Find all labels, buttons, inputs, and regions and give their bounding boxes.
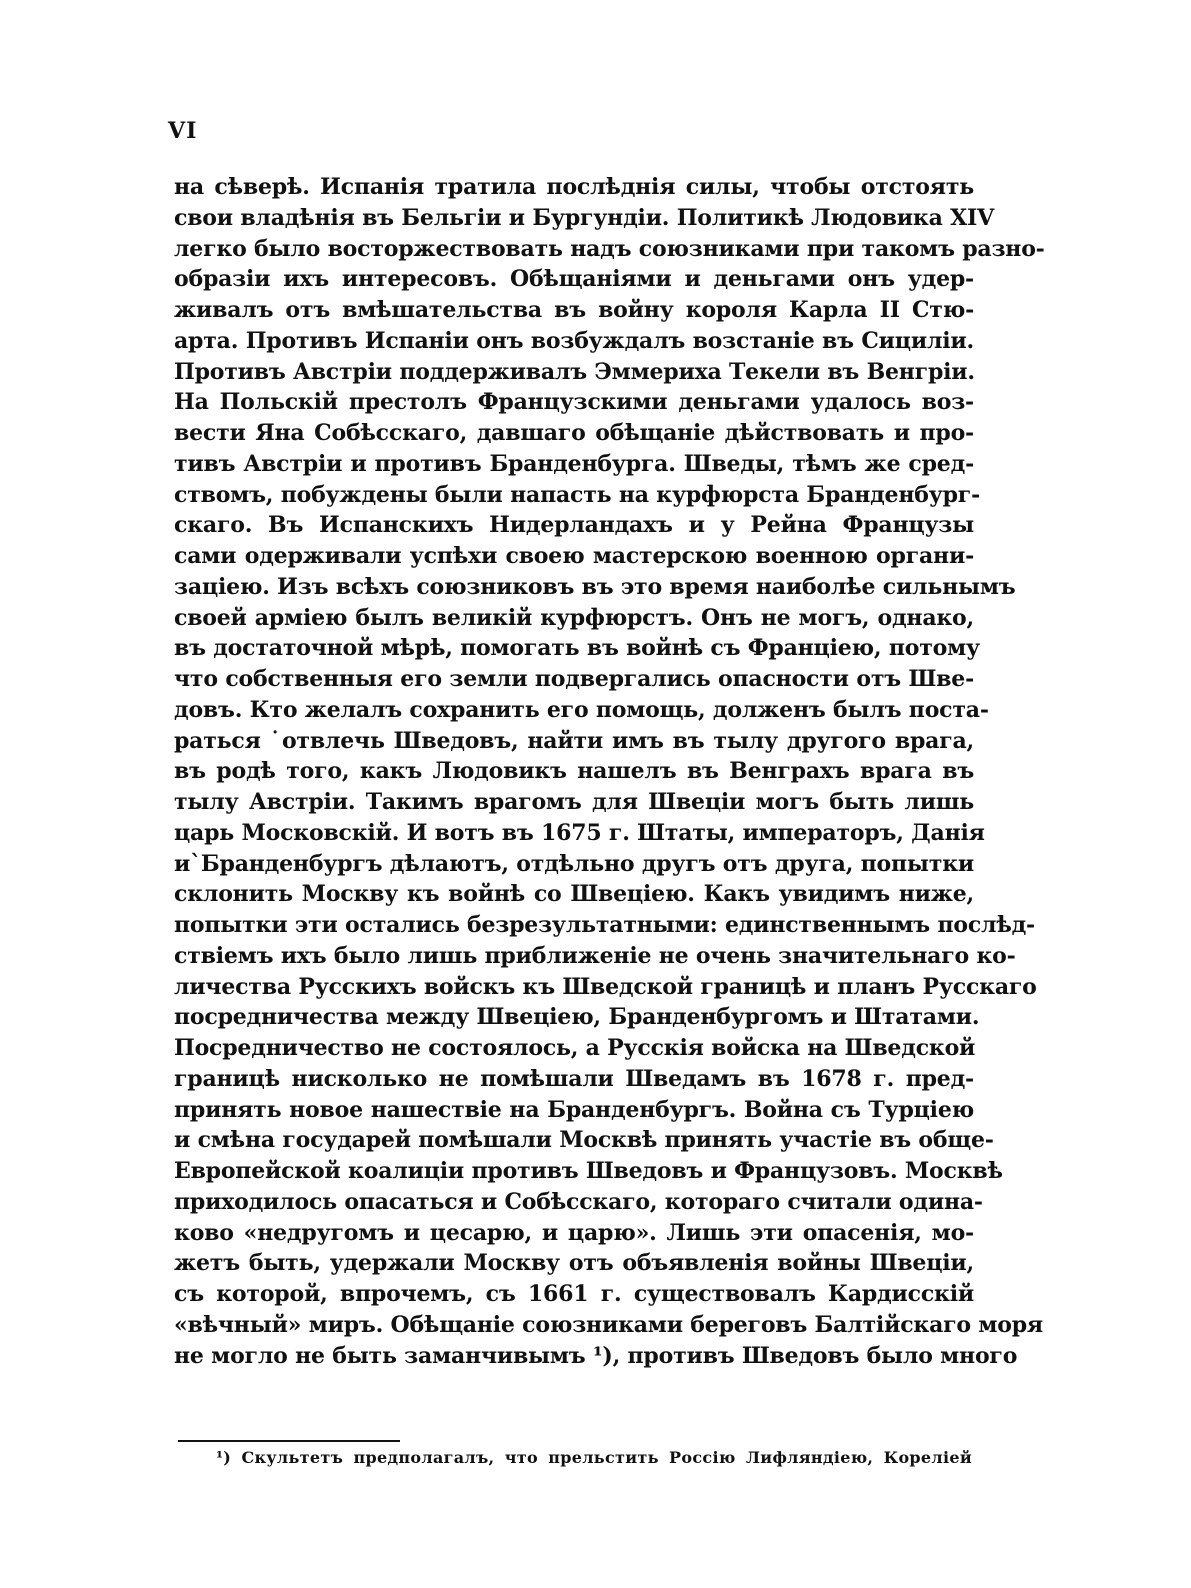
text-line: скаго. Въ Испанскихъ Нидерландахъ и у Рейна Французы — [174, 512, 974, 539]
text-line: живалъ отъ вмѣшательства въ войну короля Карла II Стю- — [174, 297, 974, 323]
text-line: заціею. Изъ всѣхъ союзниковъ въ это время наиболѣе сильнымъ — [174, 573, 1016, 600]
text-line: довъ. Кто желалъ сохранить его помощь, долженъ былъ поста- — [174, 696, 989, 723]
text-line: ствіемъ ихъ было лишь приближеніе не очень значительнаго ко- — [174, 942, 1016, 969]
text-line: сами одерживали успѣхи своею мастерскою военною органи- — [174, 543, 974, 569]
text-line: попытки эти остались безрезультатными: единственнымъ послѣд- — [174, 912, 1035, 938]
text-line: личества Русскихъ войскъ къ Шведской границѣ и планъ Русскаго — [174, 973, 1037, 1000]
text-line: Европейской коалиціи противъ Шведовъ и Французовъ. Москвѣ — [174, 1158, 1003, 1184]
text-line: арта. Противъ Испаніи онъ возбуждалъ возстаніе въ Сициліи. — [174, 327, 974, 354]
text-line: тивъ Австріи и противъ Бранденбурга. Шведы, тѣмъ же сред- — [174, 450, 974, 477]
text-line: Противъ Австріи поддерживалъ Эммериха Текели въ Венгріи. — [174, 358, 975, 385]
text-line: въ достаточной мѣрѣ, помогать въ войнѣ съ Франціею, потому — [174, 635, 980, 662]
text-line: своей арміею былъ великій курфюрстъ. Онъ не могъ, однако, — [174, 604, 974, 631]
text-line: склонить Москву къ войнѣ со Швеціею. Какъ увидимъ ниже, — [174, 881, 974, 908]
text-line: посредничества между Швеціею, Бранденбургомъ и Штатами. — [174, 1004, 980, 1031]
text-line: что собственныя его земли подвергались опасности отъ Шве- — [174, 666, 974, 692]
text-line: «вѣчный» миръ. Обѣщаніе союзниками береговъ Балтійскаго моря — [174, 1311, 1043, 1338]
text-line: ствомъ, побуждены были напасть на курфюрста Бранденбург- — [174, 481, 981, 508]
text-line: жетъ быть, удержали Москву отъ объявленія войны Швеціи, — [174, 1250, 974, 1277]
text-line: не могло не быть заманчивымъ ¹), противъ Шведовъ было много — [174, 1342, 1018, 1369]
page-number: VI — [168, 118, 198, 144]
text-line: раться ˙отвлечь Шведовъ, найти имъ въ тылу другого врага, — [174, 727, 974, 754]
text-line: легко было восторжествовать надъ союзниками при такомъ разно- — [174, 235, 1045, 262]
text-line: царь Московскій. И вотъ въ 1675 г. Штаты, императоръ, Данія — [174, 819, 985, 846]
footnote: ¹) Скультетъ предполагалъ, что прельстить Россію Лифляндіею, Кореліей — [216, 1448, 972, 1467]
text-line: съ которой, впрочемъ, съ 1661 г. существовалъ Кардисскій — [174, 1281, 974, 1307]
text-line: приходилось опасаться и Собѣсскаго, котораго считали одина- — [174, 1188, 983, 1215]
text-line: На Польскій престолъ Французскими деньгами удалось воз- — [174, 389, 974, 416]
text-line: границѣ нисколько не помѣшали Шведамъ въ 1678 г. пред- — [174, 1065, 974, 1092]
footnote-divider — [178, 1440, 400, 1442]
text-line: ково «недругомъ и цесарю, и царю». Лишь эти опасенія, мо- — [174, 1219, 974, 1246]
text-line: въ родѣ того, какъ Людовикъ нашелъ въ Венграхъ врага въ — [174, 758, 974, 785]
text-line: и смѣна государей помѣшали Москвѣ принять участіе въ обще- — [174, 1127, 994, 1154]
body-text — [174, 172, 1045, 1371]
text-line: и`Бранденбургъ дѣлаютъ, отдѣльно другъ отъ друга, попытки — [174, 850, 974, 877]
text-line: тылу Австріи. Такимъ врагомъ для Швеціи могъ быть лишь — [174, 789, 974, 815]
text-line: вести Яна Собѣсскаго, давшаго обѣщаніе дѣйствовать и про- — [174, 420, 974, 446]
text-line: на сѣверѣ. Испанія тратила послѣднія силы, чтобы отстоять — [174, 174, 974, 200]
text-line: образіи ихъ интересовъ. Обѣщаніями и деньгами онъ удер- — [174, 266, 974, 293]
text-line: свои владѣнія въ Бельгіи и Бургундіи. Политикѣ Людовика XIV — [174, 204, 994, 231]
text-line: Посредничество не состоялось, а Русскія войска на Шведской — [174, 1035, 976, 1061]
text-line: принять новое нашествіе на Бранденбургъ. Война съ Турціею — [174, 1096, 974, 1123]
